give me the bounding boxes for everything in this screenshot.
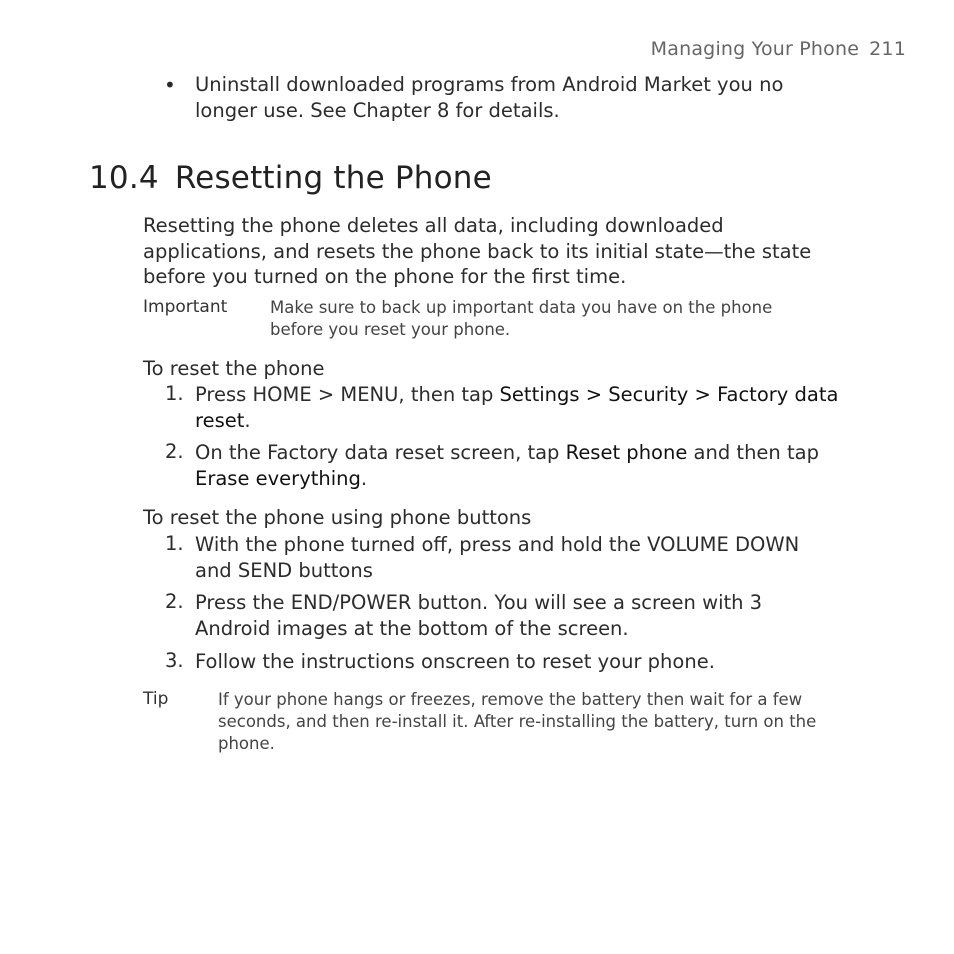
step-text: With the phone turned off, press and hold the VOLUME DOWN and SEND buttons: [195, 533, 800, 582]
step-number: 2.: [165, 590, 184, 613]
intro-paragraph: [143, 213, 811, 290]
procedure-title: To reset the phone: [143, 357, 325, 380]
ui-path-reset: reset: [195, 408, 245, 432]
tip-note-text: [218, 689, 918, 755]
section-number: 10.4: [89, 160, 159, 196]
step-text: Follow the instructions onscreen to reset your phone.: [195, 650, 715, 673]
paragraph-line: Resetting the phone deletes all data, including downloaded: [143, 214, 724, 237]
bullet-item: [195, 72, 783, 123]
ui-erase-everything: Erase everything: [195, 466, 361, 490]
ui-reset-phone: Reset phone: [565, 441, 688, 464]
step-text: Press HOME > MENU, then tap Settings > Security > Factory data reset.: [195, 383, 839, 432]
note-line: If your phone hangs or freezes, remove the battery then wait for a few: [218, 690, 803, 709]
note-line: before you reset your phone.: [270, 320, 511, 339]
section-title: Resetting the Phone: [174, 160, 492, 196]
step-text: On the Factory data reset screen, tap Reset phone and then tap Erase everything.: [195, 441, 819, 490]
header-section-title: Managing Your Phone: [650, 38, 860, 60]
important-label: Important: [143, 297, 228, 317]
tip-label: Tip: [143, 689, 169, 709]
page-number: 211: [869, 38, 906, 60]
important-note-text: [270, 297, 772, 341]
paragraph-line: before you turned on the phone for the first time.: [143, 265, 627, 288]
running-header: [651, 38, 906, 60]
procedure-title: To reset the phone using phone buttons: [143, 506, 532, 529]
note-line: seconds, and then re-install it. After re-installing the battery, turn on the: [218, 712, 817, 731]
note-line: Make sure to back up important data you have on the phone: [270, 298, 773, 317]
bullet-line: longer use. See Chapter 8 for details.: [195, 98, 560, 122]
note-line: phone.: [218, 734, 275, 753]
bullet-marker: •: [164, 73, 176, 97]
section-heading: [89, 160, 492, 196]
bullet-line: Uninstall downloaded programs from Android Market you no: [195, 73, 784, 96]
paragraph-line: applications, and resets the phone back to its initial state—the state: [143, 239, 812, 263]
step-text: Press the END/POWER button. You will see a screen with 3 Android images at the bottom of the screen.: [195, 591, 763, 640]
step-number: 3.: [165, 649, 184, 672]
step-number: 1.: [165, 382, 184, 405]
ui-path-settings-security-factory: Settings > Security > Factory data: [499, 383, 839, 406]
step-number: 1.: [165, 532, 184, 555]
step-number: 2.: [165, 440, 184, 463]
